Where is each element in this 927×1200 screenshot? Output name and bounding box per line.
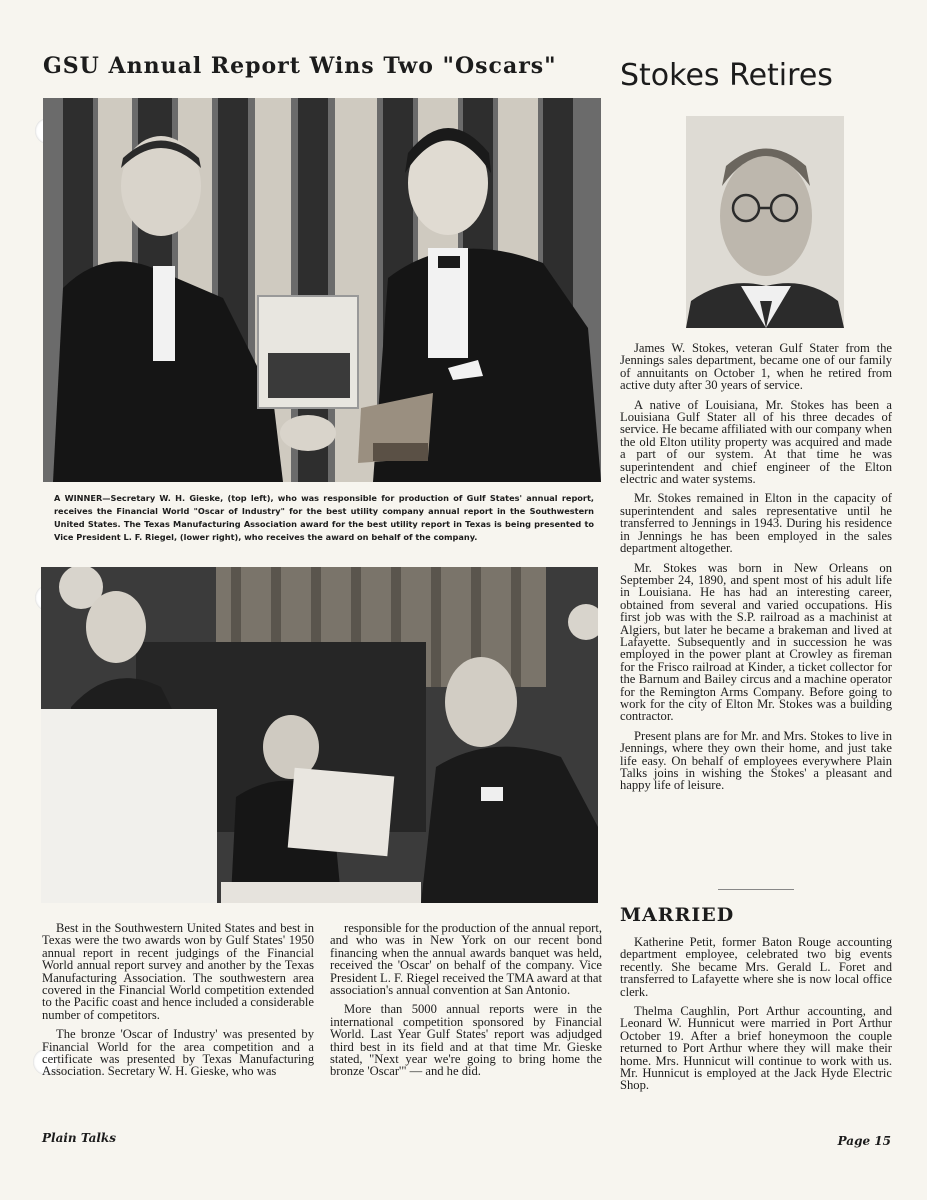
stokes-portrait-photo [686,116,844,328]
portrait-illustration [686,116,844,328]
award-photo-illustration [43,98,601,482]
married-paragraph: Katherine Petit, former Baton Rouge accounting department employee, celebrated two big events recently. She became Mrs. Gerald L. Foret and transferred to Lafayette where she is now local office clerk. [620,935,892,999]
married-article [620,936,892,1099]
oscars-article-column-2 [330,922,602,1085]
stokes-paragraph: James W. Stokes, veteran Gulf Stater from the Jennings sales department, became one of our family of annuitants on October 1, when he retired from active duty after 30 years of service. [620,341,892,393]
stokes-paragraph: Mr. Stokes remained in Elton in the capacity of superintendent and sales representative until he transferred to Jennings in 1943. During his residence in Jennings he has been employed in the sales department altogether. [620,491,892,556]
stokes-paragraph: A native of Louisiana, Mr. Stokes has been a Louisiana Gulf Stater all of his three decades of service. He became affiliated with our company when the old Elton utility property was acquired and made a part of our system. At that time he was superintendent and chief engineer of the Elton electric and water systems. [620,397,892,487]
oscars-paragraph: More than 5000 annual reports were in the international competition sponsored by Financial World. Last Year Gulf States' report was adjudged third best in its field and at that time Mr. Gieske stated, "Next year we're going to bring home the bronze 'Oscar'" — and he did. [330,1002,602,1079]
stokes-article [620,342,892,799]
oscars-paragraph: Best in the Southwestern United States and best in Texas were the two awards won by Gulf States' 1950 annual report in recent judgings of the Financial World annual report survey and another by the Texas Manufacturing Association. The southwestern area covered in the Financial World competition extended to the Pacific coast and hence included a considerable number of competitors. [42,921,314,1022]
oscars-headline: GSU Annual Report Wins Two "Oscars" [43,53,557,79]
married-paragraph: Thelma Caughlin, Port Arthur accounting, and Leonard W. Hunnicut were married in Port Arthur October 19. After a brief honeymoon the couple returned to Port Arthur where they will make their home. Mrs. Hunnicut will continue to work with us. Mr. Hunnicut is employed at the Jack Hyde Electric Shop. [620,1004,892,1093]
publication-name: Plain Talks [42,1131,117,1145]
award-photo-caption: A WINNER—Secretary W. H. Gieske, (top left), who was responsible for production of Gulf States' annual report, receives the Financial World "Oscar of Industry" for the best utility company annual report in the Southwestern United States. The Texas Manufacturing Association award for the best utility report in Texas is being presented to Vice President L. F. Riegel, (lower right), who receives the award on behalf of the company. [54,493,594,542]
married-headline: MARRIED [620,904,735,926]
stokes-paragraph: Present plans are for Mr. and Mrs. Stokes to live in Jennings, where they own their home, and just take life easy. On behalf of employees everywhere Plain Talks joins in wishing the Stokes' a pleasant and happy life of leisure. [620,728,892,793]
stokes-paragraph: Mr. Stokes was born in New Orleans on September 24, 1890, and spent most of his adult life in Louisiana. He has had an interesting career, obtained from several and varied occupations. His first job was with the S.P. railroad as a machinist at Algiers, but later he became a brakeman and lived at Lafayette. Subsequently and in succession he was employed in the power plant at Crowley as fireman for the Frisco railroad at Kinder, a ticket collector for the Barnum and Bailey circus and a machine operator for the Remington Arms Company. Before going to work for the city of Elton Mr. Stokes was a building contractor. [620,560,892,724]
banquet-photo-illustration [41,567,598,903]
oscars-paragraph: responsible for the production of the annual report, and who was in New York on our recent bond financing when the annual awards banquet was held, received the 'Oscar' on behalf of the company. Vice President L. F. Riegel received the TMA award at that association's annual convention at San Antonio. [330,921,602,998]
oscars-paragraph: The bronze 'Oscar of Industry' was presented by Financial World for the area competition and a certificate was presented by Texas Manufacturing Association. Secretary W. H. Gieske, who was [42,1027,314,1079]
award-handshake-photo [43,98,601,482]
section-divider [718,889,794,890]
page-number: Page 15 [837,1134,891,1148]
oscars-article-column-1 [42,922,314,1085]
banquet-presentation-photo [41,567,598,903]
stokes-headline: Stokes Retires [620,58,833,93]
